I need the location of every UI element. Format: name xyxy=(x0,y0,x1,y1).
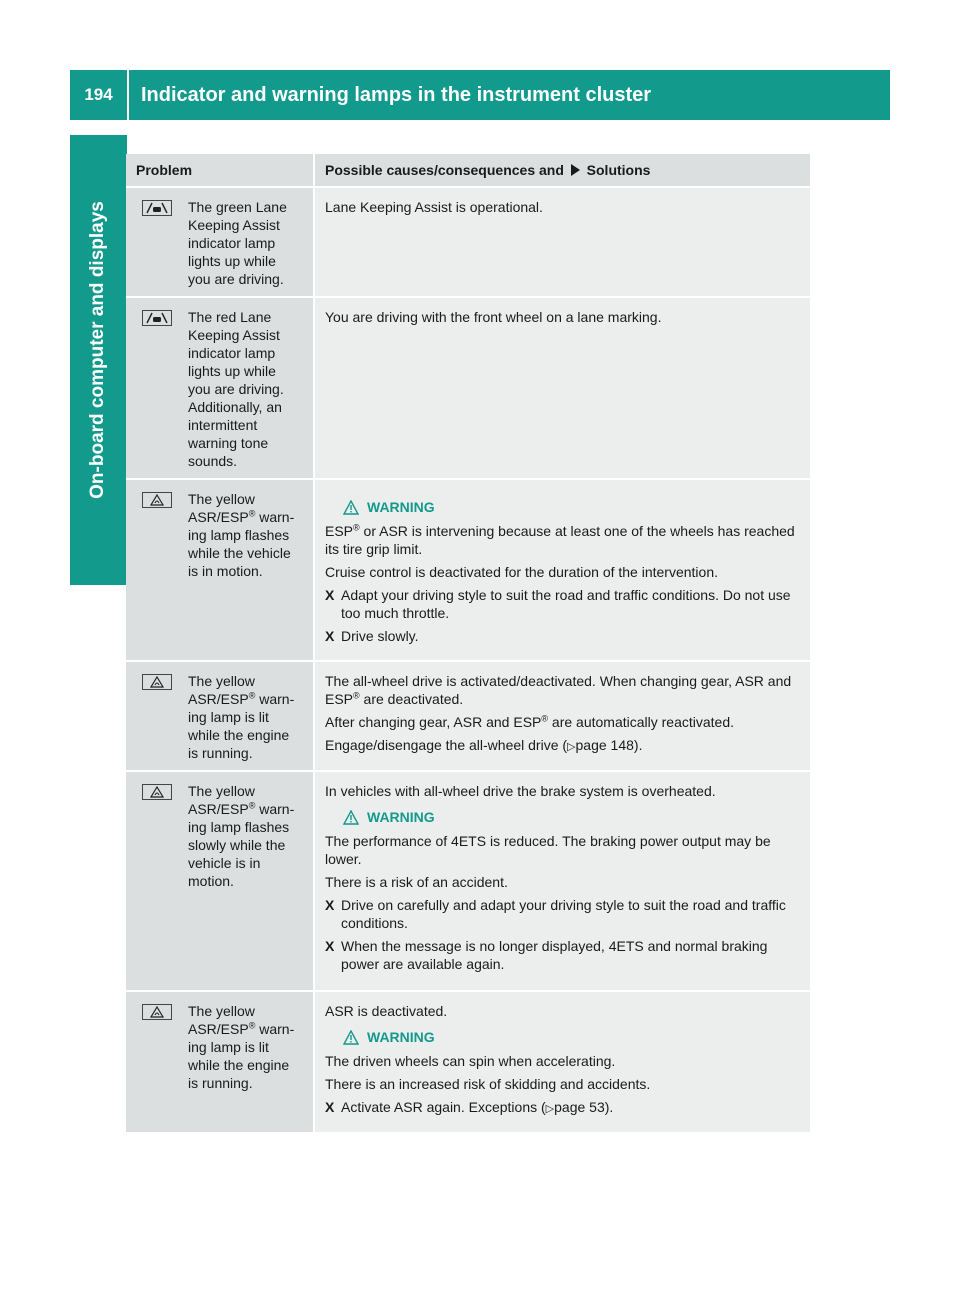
solution-text: Cruise control is deactivated for the duration of the intervention. xyxy=(325,564,718,580)
solution-text: There is a risk of an accident. xyxy=(325,874,508,890)
warning-heading xyxy=(343,808,802,826)
solution-cell xyxy=(315,298,810,478)
registered-mark: ® xyxy=(541,713,549,724)
solution-text xyxy=(325,672,802,708)
esp-warning-icon xyxy=(142,1004,172,1020)
problem-text-a: The yellow ASR/ESP xyxy=(188,783,255,817)
solution-cell xyxy=(315,480,810,660)
page-ref-icon: ▷ xyxy=(545,1103,555,1115)
page-ref-link[interactable]: page 53). xyxy=(554,1099,614,1115)
esp-warning-icon xyxy=(142,784,172,800)
problem-text xyxy=(188,672,294,760)
solution-text: ASR is deactivated. xyxy=(325,1003,448,1019)
step-text xyxy=(341,1098,613,1118)
solution-text-a: ESP xyxy=(325,523,354,539)
solution-text: There is an increased risk of skidding and accidents. xyxy=(325,1076,651,1092)
problem-text xyxy=(188,1002,294,1122)
esp-warning-icon xyxy=(142,492,172,508)
solution-cell xyxy=(315,772,810,990)
table-row xyxy=(126,770,810,990)
step-text: Adapt your driving style to suit the road and traffic conditions. Do not use too much throttle. xyxy=(341,587,791,621)
solution-text: The performance of 4ETS is reduced. The braking power output may be lower. xyxy=(325,833,771,867)
table-row xyxy=(126,478,810,660)
problem-cell xyxy=(126,992,315,1132)
solution-step xyxy=(325,1098,802,1118)
problem-text-b: warn- ing lamp flashes slowly while the vehicle is in motion. xyxy=(188,801,295,889)
solution-step xyxy=(325,896,802,932)
problem-text xyxy=(188,490,294,650)
warning-heading xyxy=(343,1028,802,1046)
step-marker: X xyxy=(325,897,335,913)
esp-warning-icon xyxy=(142,674,172,690)
solution-text: The driven wheels can spin when accelerating. xyxy=(325,1053,616,1069)
chapter-label: On-board computer and displays xyxy=(87,201,108,499)
step-text: Drive on carefully and adapt your driving style to suit the road and traffic conditions. xyxy=(341,897,786,931)
step-marker: X xyxy=(325,628,335,644)
solution-text-a: The all-wheel drive is activated/deactivated. When changing gear, ASR and ESP xyxy=(325,673,792,707)
warning-label: WARNING xyxy=(367,809,435,825)
step-text-a: Activate ASR again. Exceptions ( xyxy=(341,1099,546,1115)
solution-text-b: are deactivated. xyxy=(359,691,464,707)
solution-text xyxy=(325,522,802,558)
registered-mark: ® xyxy=(248,800,256,811)
solution-text xyxy=(325,736,802,756)
solution-text-a: After changing gear, ASR and ESP xyxy=(325,714,542,730)
problem-text-b: warn- ing lamp flashes while the vehicle is in motion. xyxy=(188,509,295,579)
problem-cell xyxy=(126,772,315,990)
solution-text-a: Engage/disengage the all-wheel drive ( xyxy=(325,737,568,753)
warning-triangle-icon xyxy=(343,810,359,825)
solution-step xyxy=(325,627,802,645)
problem-text xyxy=(188,782,294,980)
solution-text-b: are automatically reactivated. xyxy=(548,714,734,730)
solution-arrow-icon xyxy=(571,164,580,176)
warning-triangle-icon xyxy=(343,500,359,515)
problem-cell xyxy=(126,188,315,296)
page-ref-icon: ▷ xyxy=(567,741,576,753)
solution-text: Lane Keeping Assist is operational. xyxy=(325,199,543,215)
warning-label: WARNING xyxy=(367,499,435,515)
column-header-solutions-a: Possible causes/consequences and xyxy=(325,162,564,178)
step-text: Drive slowly. xyxy=(341,628,419,644)
problem-cell xyxy=(126,298,315,478)
warning-triangle-icon xyxy=(343,1030,359,1045)
solution-text-b: or ASR is intervening because at least one of the wheels has reached its tire grip limit. xyxy=(325,523,795,557)
table-row xyxy=(126,186,810,296)
step-marker: X xyxy=(325,938,335,954)
table-row xyxy=(126,660,810,770)
warning-heading xyxy=(343,498,802,516)
solution-step xyxy=(325,937,802,973)
step-marker: X xyxy=(325,1099,335,1115)
solution-text: You are driving with the front wheel on a lane marking. xyxy=(325,309,662,325)
column-header-solutions-b: Solutions xyxy=(586,162,651,178)
lane-keeping-assist-icon xyxy=(142,310,172,326)
registered-mark: ® xyxy=(353,522,360,533)
table-header xyxy=(126,154,810,186)
solution-cell xyxy=(315,188,810,296)
problem-text-a: The yellow ASR/ESP xyxy=(188,673,255,707)
page-title: Indicator and warning lamps in the instrument cluster xyxy=(141,83,652,106)
solution-cell xyxy=(315,992,810,1132)
lamps-table xyxy=(126,154,810,1132)
problem-text-a: The yellow ASR/ESP xyxy=(188,1003,255,1037)
table-row xyxy=(126,990,810,1132)
registered-mark: ® xyxy=(248,508,256,519)
problem-text: The green Lane Keeping Assist indicator lamp lights up while you are driving. xyxy=(188,199,287,287)
step-text: When the message is no longer displayed, 4ETS and normal braking power are available again. xyxy=(341,938,768,972)
page-number: 194 xyxy=(84,85,113,104)
warning-label: WARNING xyxy=(367,1029,435,1045)
solution-cell xyxy=(315,662,810,770)
column-header-solutions xyxy=(315,154,810,186)
page-header xyxy=(70,70,890,120)
problem-text-b: warn- ing lamp is lit while the engine is running. xyxy=(188,691,295,761)
solution-text: In vehicles with all-wheel drive the brake system is overheated. xyxy=(325,783,716,799)
registered-mark: ® xyxy=(248,1020,256,1031)
registered-mark: ® xyxy=(353,690,360,701)
problem-text-a: The yellow ASR/ESP xyxy=(188,491,255,525)
solution-text xyxy=(325,713,802,731)
problem-text: The red Lane Keeping Assist indicator lamp lights up while you are driving. Additionally, an intermittent warning tone sounds. xyxy=(188,309,284,469)
registered-mark: ® xyxy=(248,690,256,701)
table-row xyxy=(126,296,810,478)
step-marker: X xyxy=(325,587,335,603)
page-ref-link[interactable]: page 148). xyxy=(575,737,643,753)
lane-keeping-assist-icon xyxy=(142,200,172,216)
solution-step xyxy=(325,586,802,622)
problem-text-b: warn- ing lamp is lit while the engine is running. xyxy=(188,1021,295,1091)
problem-cell xyxy=(126,662,315,770)
column-header-problem: Problem xyxy=(126,154,315,186)
problem-cell xyxy=(126,480,315,660)
